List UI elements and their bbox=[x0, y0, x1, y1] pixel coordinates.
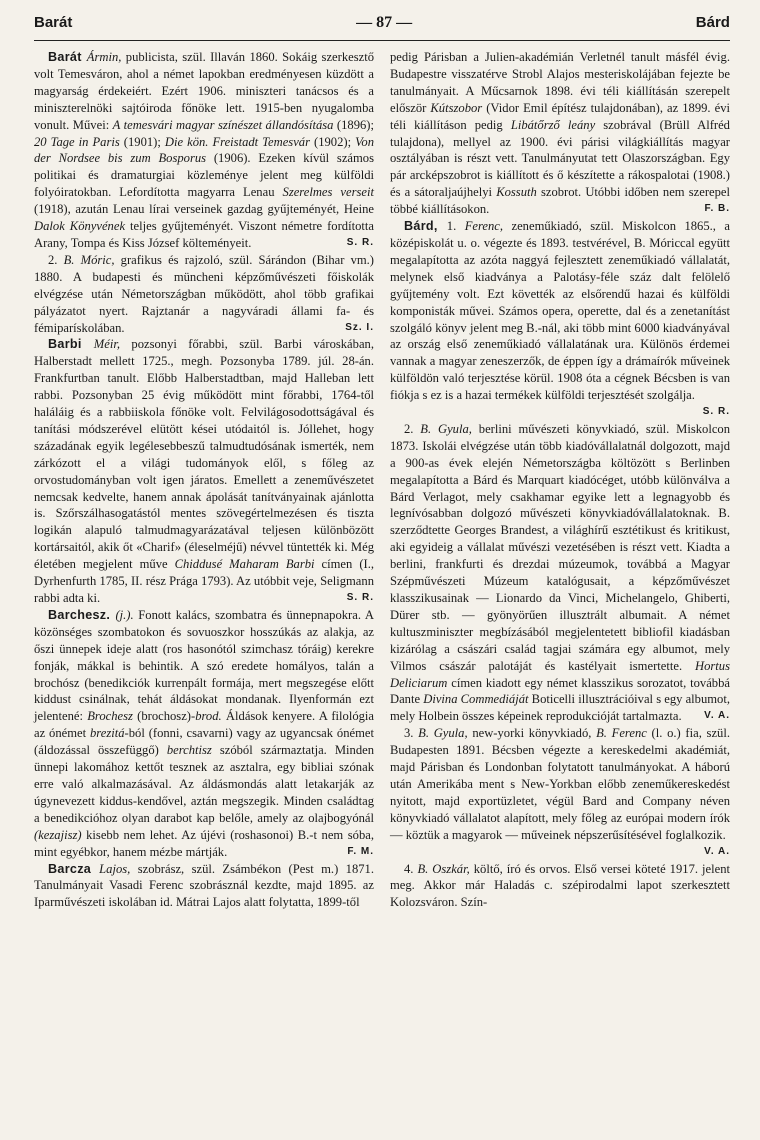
entry-text: grafikus és rajzoló, szül. Sárándon (Bihar vm.) 1880. A budapesti és müncheni képzőművészeti főiskolák elvégzése után Németországban működött, ahol több grafikai pályázatot nyert. Rajztanár a nagyváradi állami fa- és fémiparískolában. bbox=[34, 252, 374, 335]
italic-title: B. Gyula, bbox=[418, 726, 468, 741]
author-signature: S. R. bbox=[702, 406, 730, 418]
encyclopedia-entry bbox=[34, 49, 374, 252]
italic-title: Hortus Deliciarum bbox=[390, 658, 730, 690]
header-right-word: Bárd bbox=[695, 14, 730, 31]
author-signature: F. B. bbox=[704, 203, 730, 215]
entry-text: publicista, szül. Illaván 1860. Sokáig szerkesztő volt Temesváron, ahol a német lapokban eredményesen küzdött a magyarság érdekeiért. Ezért 1906. miniszteri tanácsos és a miniszterelnöki sajtóiroda főnöke lett. 1915-ben nyugalomba vonult. Művei: bbox=[34, 50, 374, 132]
entry-text: kisebb nem lehet. Az újévi (roshasonoi) B.-t nem sóba, mint egyébkor, hanem mézbe mártják. bbox=[34, 827, 374, 859]
encyclopedia-entry bbox=[34, 861, 374, 912]
encyclopedia-entry bbox=[390, 861, 730, 912]
italic-title: Dalok Könyvének bbox=[34, 219, 126, 234]
entry-text: pedig Párisban a Julien-akadémián Verletnél tanult másfél évig. Budapestre visszatérve Strobl Alajos mesteriskolájában fejezte be tanulmányait. A Műcsarnok 1898. évi téli kiállításán szerepelt először bbox=[390, 50, 730, 115]
entry-text: -ból (fonni, csavarni) vagy az ugyancsak ónémet (áldozással összefüggő) bbox=[34, 726, 375, 758]
header-left-word: Barát bbox=[34, 14, 73, 31]
entry-text: teljes gyűjteményét. Viszont németre fordította Arany, Tompa és Kiss József költeményeit. bbox=[34, 219, 374, 250]
entry-text: (l. o.) fia, szül. Budapesten 1891. Bécsben végezte a kereskedelmi akadémiát, majd Párisban és Londonban folytatott tanulmányokat. A háború után Amerikába ment s New-Yorkban előbb zeneműkereskedést nyitott, majd exportüzletet, végül Bard and Company néven könyvkiadó vállalatot alapított, mely főleg az európai modern írók — köztük a magyarok — műveinek népszerűsítésével foglalkozik. bbox=[390, 726, 730, 842]
encyclopedia-entry bbox=[390, 218, 730, 421]
italic-title: Méir, bbox=[93, 337, 120, 352]
entry-text: címen (I., Dyrhenfurth 1785, II. rész Prága 1793). Az utóbbit veje, Seligmann rabbi adta ki. bbox=[34, 557, 375, 605]
italic-title: Chiddusé Maharam Barbi bbox=[174, 557, 315, 572]
italic-title: brod. bbox=[195, 709, 222, 724]
italic-title: Ferenc, bbox=[464, 219, 504, 234]
italic-title: Libátőrző leány bbox=[510, 117, 596, 132]
entry-headword: Barchesz. bbox=[48, 607, 116, 622]
encyclopedia-entry bbox=[390, 725, 730, 860]
entry-text: (brochosz)- bbox=[132, 709, 196, 724]
running-header bbox=[34, 14, 730, 41]
italic-title: Ármin, bbox=[86, 50, 122, 64]
italic-title: Szerelmes verseit bbox=[282, 185, 374, 200]
author-signature: S. R. bbox=[346, 592, 374, 603]
entry-headword: Barát bbox=[48, 50, 87, 64]
italic-title: Von der Nordsee bis zum Bosporus bbox=[34, 134, 375, 166]
entry-headword: Barcza bbox=[48, 861, 100, 876]
entry-text: (1902); bbox=[310, 134, 356, 149]
author-signature: V. A. bbox=[704, 710, 730, 722]
italic-title: B. Ferenc bbox=[596, 726, 647, 741]
author-signature: S. R. bbox=[346, 236, 374, 248]
entry-text: Fonott kalács, szombatra és ünnepnapokra. A közönséges szombatokon és sovuoszkor hosszúkás az alakja, az őszi ünnepek ideje alatt (ros hasonótól szimchasz tóráig) kerekre fonják, mákkal is behintik. A szó eredete homályos, talán a brochósz (benedikciók kurrenpált formája, mert megszegése előtt kiddust csinálnak, tehát áldásokat mondanak. Ilyenformán ezt jelentené: bbox=[34, 607, 374, 724]
italic-title: Divina Commediáját bbox=[423, 692, 529, 707]
entry-text: 2. bbox=[404, 421, 421, 436]
entry-text: 3. bbox=[404, 726, 419, 741]
italic-title: berchtisz bbox=[166, 743, 212, 758]
entry-text: költő, író és orvos. Első versei köteté 1917. jelent meg. Akkor már Haladás c. szépirodalmi lapot szerkesztett Kolozsváron. Szín- bbox=[390, 861, 730, 910]
entry-text: (1896); bbox=[333, 117, 374, 132]
author-signature: V. A. bbox=[704, 845, 730, 857]
entry-text: szobrot. Utóbbi időben nem szerepel többé kiállításokon. bbox=[390, 185, 731, 217]
italic-title: A temesvári magyar színészet állandósítása bbox=[112, 117, 334, 132]
italic-title: brezitá bbox=[90, 726, 125, 741]
encyclopedia-entry bbox=[34, 252, 374, 337]
italic-title: 20 Tage in Paris bbox=[34, 134, 120, 149]
entry-text: (Vidor Emil építész tulajdonában), az 1899. évi téli kiállításon pedig bbox=[390, 100, 730, 132]
italic-title: B. Oszkár, bbox=[417, 861, 470, 876]
entry-text: szobrász, szül. Zsámbékon (Pest m.) 1871. Tanulmányait Vasadi Ferenc szobrásznál kezdte, majd 1895. az Iparművészeti iskolában id. Mátrai Lajos alatt folytatta, 1899-től bbox=[34, 861, 374, 910]
entry-text: 1. bbox=[446, 219, 465, 234]
entry-text: zeneműkiadó, szül. Miskolcon 1865., a középiskolát u. o. végezte és 1893. testvérével, B. Móriccal együtt megalapította az azóta naggyá fejlesztett zeneműkiadó vállalatát, melynek első kiadványa a Palotásy-féle száz dalt felölelő gyűjtemény volt. Ezt követték az elsőrendű hazai és külföldi komponisták művei. Számos opera, operette, dal és a zenetanítást szolgáló könyv jelent meg B.-nál, aki több mint 6000 kiadványával az ország első zeneműkiadó vállalatának ura. Különös érdemei vannak a magyar zeneszerzők, de éppen így a drámaírók műveinek külföldön való terjesztése körül. 1908 óta a cégnek Bécsben is van fiókja s ez is a hazai termékek külföldi terjesztését szolgálja. bbox=[390, 219, 730, 403]
entry-text: Boticelli illusztrációival s egy albumot, mely Holbein összes képeinek reprodukcióját tartalmazta. bbox=[390, 692, 730, 724]
entry-text: pozsonyi főrabbi, szül. Barbi városkában, Halberstadt mellett 1725., megh. Pozsonyba 1789. júl. 28-án. Frankfurtban tanult. Előbb Halberstadtban, majd Halleban lett rabbi. Pozsonyban 25 évig működött mint főrabbi, 1764-től haláláig és a rabbiiskola főnöke volt. Felvilágosodottságával és tanítási módszerével elütött kései utódaitól is. Jóllehet, hogy századának egyik legélesebbeszű talmudtudósának ismerték, nem zárkózott el a világi tudományok elől, s főleg az orvostudományban volt igen járatos. Emellett a zeneművészetet nemcsak kedvelte, hanem annak ápolását tanítványainak ajánlotta is. Szőrszálhasogatástól mentes szövegértelmezésen és tiszta logikán alapuló talmudmagyarázatával teljesen különbözött kortársaitól, akik őt «Charif» (éleselméjű) névvel tüntették ki. Még életében megjelent műve bbox=[34, 337, 374, 572]
italic-title: (kezajisz) bbox=[34, 827, 82, 842]
entry-text: 4. bbox=[404, 861, 418, 876]
encyclopedia-entry bbox=[390, 421, 730, 725]
entry-text: (1901); bbox=[119, 134, 165, 149]
italic-title: Die kön. Freistadt Temesvár bbox=[164, 134, 310, 149]
entry-text: new-yorki könyvkiadó, bbox=[467, 726, 597, 741]
entry-text: szóból származtatja. Minden ünnepi lakomához kettőt tesznek az asztalra, egy bibliai szónak erre való alkalmazásával. Az áldásmondás alatt letakarják az úgynevezett kiddus-kendővel, aztán megszegik. Minden családtag a benedikcióhoz olyan darabot kap belőle, amely az olajbogyónál bbox=[34, 743, 374, 825]
right-column bbox=[390, 49, 730, 911]
entry-text: (1906). Ezeken kívül számos politikai és dramaturgiai közleménye jelent meg külföldi folyóiratokban. Lefordította magyarra Lenau bbox=[34, 151, 374, 200]
encyclopedia-entry bbox=[34, 336, 374, 607]
italic-title: Kútszobor bbox=[430, 100, 483, 115]
page-number: — 87 — bbox=[356, 14, 413, 31]
italic-title: Brochesz bbox=[87, 709, 133, 724]
left-column bbox=[34, 49, 374, 911]
entry-text: Áldások kenyere. A filológia az ónémet bbox=[34, 709, 374, 741]
italic-title: Lajos, bbox=[99, 861, 131, 876]
author-signature: Sz. I. bbox=[345, 321, 374, 333]
entry-text: berlini művészeti könyvkiadó, szül. Miskolcon 1873. Iskolái elvégzése után több kiadóvállalatnál dolgozott, majd a 900-as évek elején Németországba költözött s Berlinben megalapította a Bárd és Marquart kiadócéget, utóbb különválva a Bárd Verlagot, mely csakhamar egyike lett a legnagyobb és legnívósabban dolgozó művészeti könyvkiadóvállalatoknak. B. szerződtette Georges Brandest, a világhírű esztétikust és kritikust, aki egyideig a vállalat művészi vezetésében is részt vett. Kiadta a berlini, frankfurti és drezdai múzeumok, továbbá a Magyar Szépművészeti Múzeum katalógusait, a képzőművészet klasszikusainak — Lionardo da Vinci, Michelangelo, Ghiberti, Dürer stb. — gyönyörűen illusztrált albumait. A német kultuszminiszter megbízásából megjelentetett bibliofil kiadásban kizárólag a császári család tagjai számára egy albumot, mely Vilmos császár palotáját és kastélyait ismertette. bbox=[390, 421, 730, 673]
italic-title: B. Móric, bbox=[63, 252, 115, 267]
entry-text: szobrával (Brüll Alfréd tulajdona), mellyel az 1900. évi párisi világkiállítás magyar osztályában is részt vett. Tanulmányutat tett Olaszországban. Egy pár arcképszobrot is kiállított és ő készítette a rákospalotai (1908.) és a sátoraljaújhelyi bbox=[390, 117, 730, 200]
italic-title: B. Gyula, bbox=[420, 421, 472, 436]
entry-headword: Barbi bbox=[48, 337, 94, 352]
entry-headword: Bárd, bbox=[404, 219, 447, 234]
encyclopedia-entry bbox=[34, 607, 374, 861]
entry-text: (1918), azután Lenau lírai verseinek gazdag gyűjteményét, Heine bbox=[34, 202, 374, 217]
text-columns bbox=[34, 49, 730, 911]
italic-title: Kossuth bbox=[496, 185, 537, 200]
author-signature: F. M. bbox=[347, 845, 374, 857]
entry-text: címen kiadott egy német klasszikus sorozatot, továbbá Dante bbox=[390, 675, 730, 707]
entry-text: 2. bbox=[48, 252, 64, 267]
encyclopedia-entry bbox=[390, 49, 730, 218]
italic-title: (j.). bbox=[115, 607, 134, 622]
